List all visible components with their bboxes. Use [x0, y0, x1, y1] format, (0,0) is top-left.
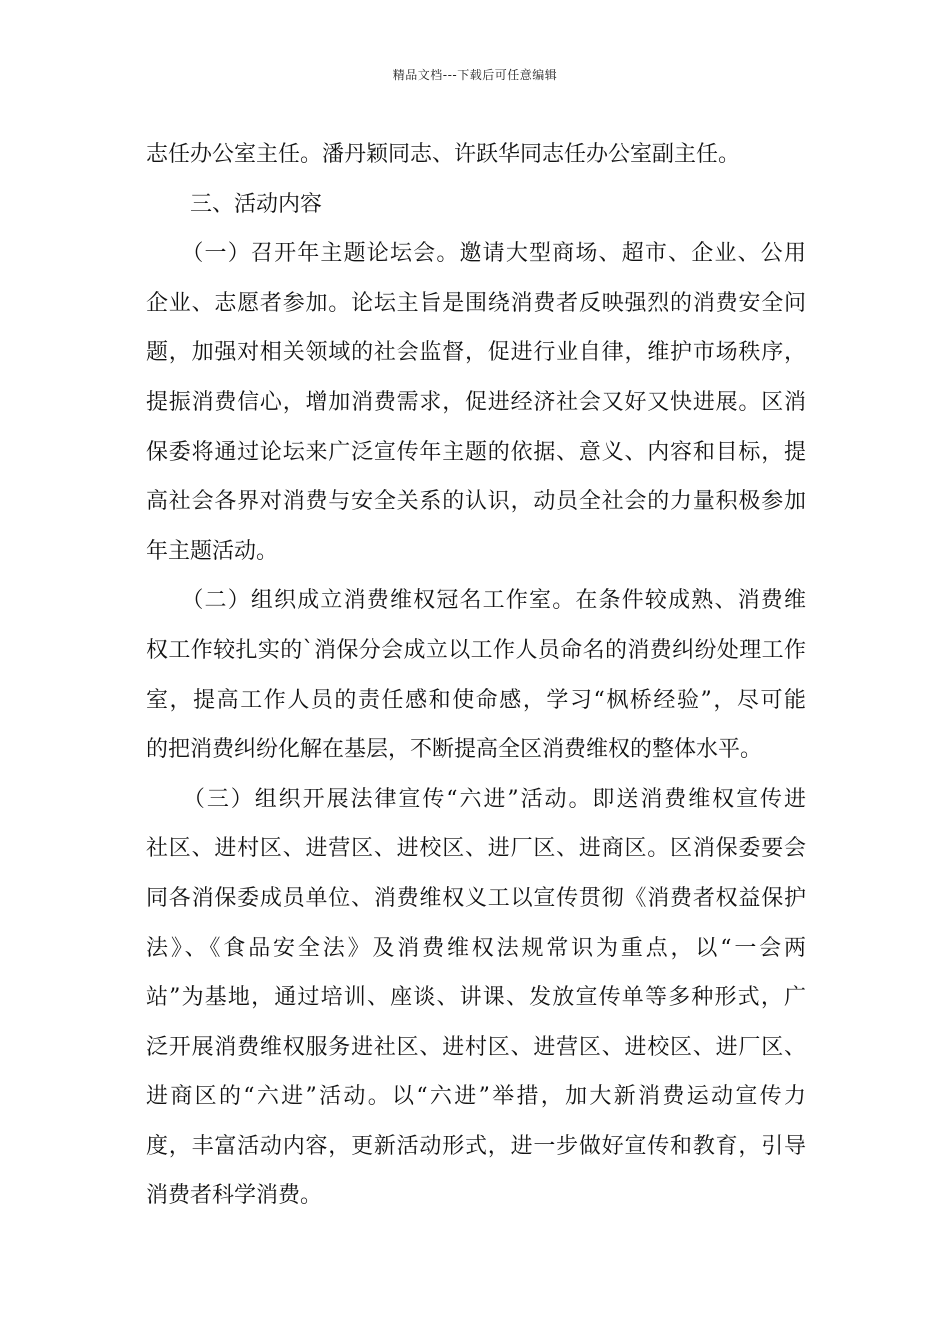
text-line: 进商区的“六进”活动。以“六进”举措，加大新消费运动宣传力 — [146, 1084, 806, 1110]
text-line: 题，加强对相关领域的社会监督，促进行业自律，维护市场秩序， — [146, 340, 806, 366]
paragraph — [146, 180, 806, 230]
page-header: 精品文档---下载后可任意编辑 — [392, 68, 558, 82]
paragraph — [146, 130, 806, 180]
paragraph — [146, 576, 806, 774]
text-line: 法》、《食品安全法》及消费维权法规常识为重点，以“一会两 — [146, 935, 806, 961]
text-line: 三、活动内容 — [146, 191, 323, 217]
text-line: 年主题活动。 — [146, 538, 279, 564]
text-line: 同各消保委成员单位、消费维权义工以宣传贯彻《消费者权益保护 — [146, 885, 806, 911]
text-line: 志任办公室主任。潘丹颖同志、许跃华同志任办公室副主任。 — [146, 142, 741, 167]
text-line: 社区、进村区、进营区、进校区、进厂区、进商区。区消保委要会 — [146, 836, 806, 862]
text-line: （二）组织成立消费维权冠名工作室。在条件较成熟、消费维 — [146, 588, 806, 614]
document-body — [146, 130, 806, 1221]
text-line: 权工作较扎实的`消保分会成立以工作人员命名的消费纠纷处理工作 — [146, 637, 806, 663]
text-line: 提振消费信心，增加消费需求，促进经济社会又好又快进展。区消 — [146, 389, 806, 415]
text-line: 站”为基地，通过培训、座谈、讲课、发放宣传单等多种形式，广 — [146, 985, 806, 1011]
paragraph — [146, 775, 806, 1221]
paragraph — [146, 229, 806, 576]
text-line: 消费者科学消费。 — [146, 1183, 323, 1209]
text-line: （三）组织开展法律宣传“六进”活动。即送消费维权宣传进 — [146, 786, 806, 812]
text-line: 泛开展消费维权服务进社区、进村区、进营区、进校区、进厂区、 — [146, 1034, 806, 1060]
text-line: 高社会各界对消费与安全关系的认识，动员全社会的力量积极参加 — [146, 489, 806, 515]
text-line: 度，丰富活动内容，更新活动形式，进一步做好宣传和教育，引导 — [146, 1133, 806, 1159]
text-line: （一）召开年主题论坛会。邀请大型商场、超市、企业、公用 — [146, 241, 806, 267]
text-line: 企业、志愿者参加。论坛主旨是围绕消费者反映强烈的消费安全问 — [146, 290, 806, 316]
text-line: 的把消费纠纷化解在基层，不断提高全区消费维权的整体水平。 — [146, 737, 763, 763]
text-line: 保委将通过论坛来广泛宣传年主题的依据、意义、内容和目标，提 — [146, 439, 806, 465]
text-line: 室，提高工作人员的责任感和使命感，学习“枫桥经验”，尽可能 — [146, 687, 806, 713]
